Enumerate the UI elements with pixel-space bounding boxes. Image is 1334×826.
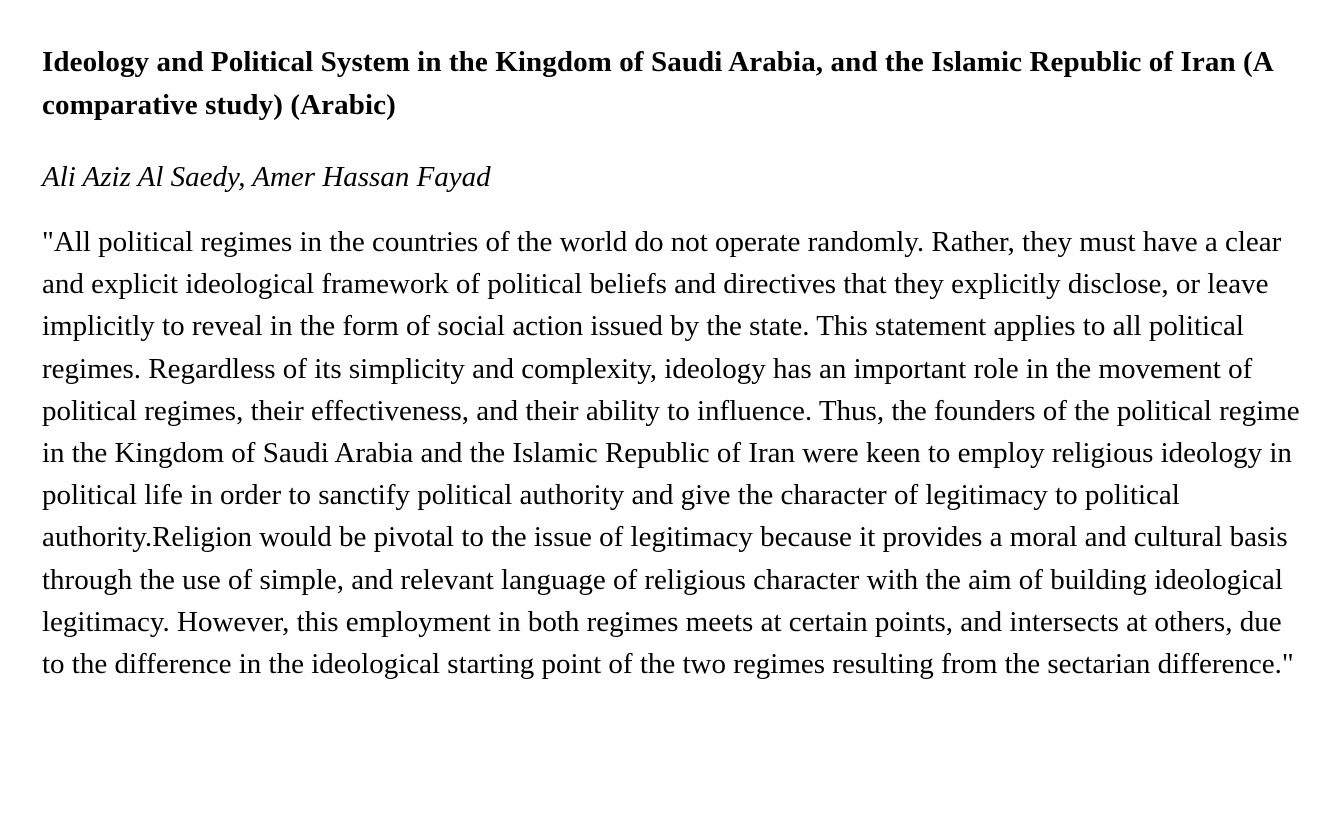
article-title: Ideology and Political System in the Kingdom of Saudi Arabia, and the Islamic Republic of Iran (A comparative study) (Arabic) xyxy=(42,46,1273,121)
article-abstract: "All political regimes in the countries of the world do not operate randomly. Rather, they must have a clear and explicit ideological framework of political beliefs and directives that they explicitly disclose, or leave implicitly to reveal in the form of social action issued by the state. This statement applies to all political regimes. Regardless of its simplicity and complexity, ideology has an important role in the movement of political regimes, their effectiveness, and their ability to influence. Thus, the founders of the political regime in the Kingdom of Saudi Arabia and the Islamic Republic of Iran were keen to employ religious ideology in political life in order to sanctify political authority and give the character of legitimacy to political authority.Religion would be pivotal to the issue of legitimacy because it provides a moral and cultural basis through the use of simple, and relevant language of religious character with the aim of building ideological legitimacy. However, this employment in both regimes meets at certain points, and intersects at others, due to the difference in the ideological starting point of the two regimes resulting from the sectarian difference." xyxy=(42,226,1300,681)
article-authors: Ali Aziz Al Saedy, Amer Hassan Fayad xyxy=(42,161,491,193)
article-container xyxy=(42,41,1302,685)
